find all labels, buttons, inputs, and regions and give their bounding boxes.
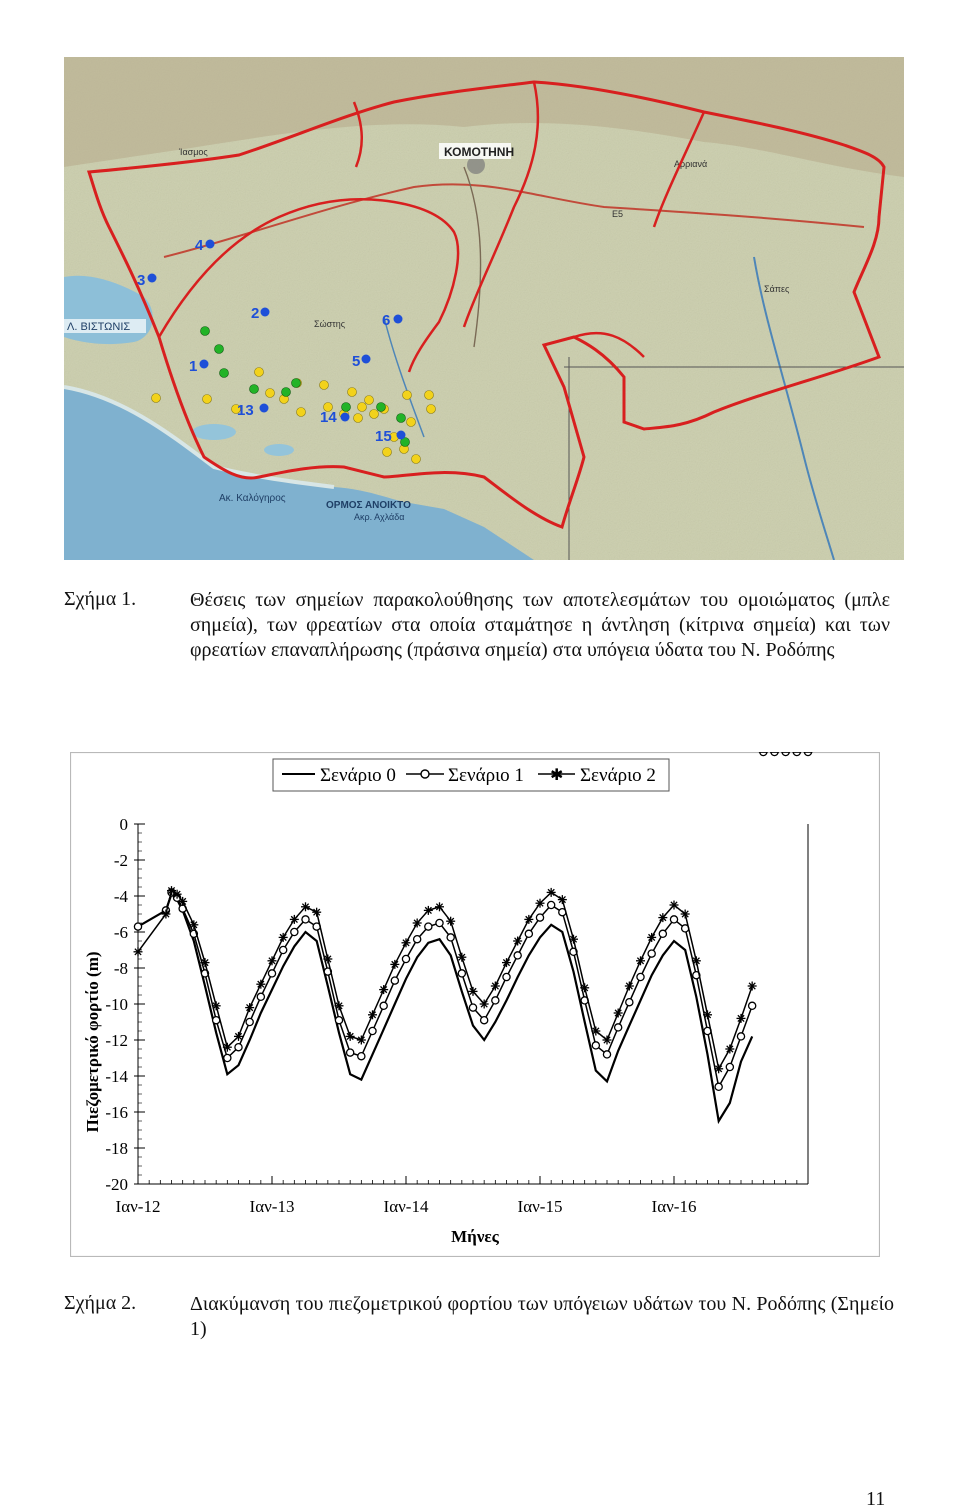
figure1-label: Σχήμα 1.	[64, 588, 137, 610]
y-axis-title: Πιεζομετρικό φορτίο (m)	[83, 951, 102, 1133]
figure1-caption: Θέσεις των σημείων παρακολούθησης των αποτελεσμάτων του ομοιώματος (μπλε σημεία), των φρεατίων στα οποία σταμάτησε η άντληση (κίτρινα σημεία) και των φρεατίων επαναπλήρωσης (πράσινα σημεία) στα υπόγεια ύδατα του Ν. Ροδόπης	[190, 589, 890, 661]
series-1-point	[235, 1044, 242, 1051]
yellow-point	[403, 391, 412, 400]
yellow-point	[354, 414, 363, 423]
series-1-point	[402, 955, 409, 962]
blue-point-label: 6	[382, 312, 391, 329]
town-label: Ίασμος	[179, 147, 208, 157]
series-1-point	[637, 973, 644, 980]
series-1-point	[425, 923, 432, 930]
x-tick-label: Ιαν-16	[651, 1197, 697, 1216]
y-tick-label: -4	[113, 887, 128, 906]
blue-point-label: 14	[320, 409, 337, 426]
yellow-point	[348, 388, 357, 397]
series-1-point	[737, 1033, 744, 1040]
y-tick-label: -20	[105, 1175, 128, 1194]
blue-point	[362, 355, 371, 364]
x-tick-label: Ιαν-14	[383, 1197, 429, 1216]
legend-marker-s1	[421, 770, 429, 778]
series-1-point	[302, 916, 309, 923]
green-point	[220, 369, 229, 378]
series-1-point	[603, 1051, 610, 1058]
green-point	[377, 403, 386, 412]
series-1-point	[224, 1054, 231, 1061]
series-1-point	[380, 1002, 387, 1009]
series-1-point	[715, 1083, 722, 1090]
series-1-point	[246, 1018, 253, 1025]
x-tick-label: Ιαν-13	[249, 1197, 295, 1216]
series-1-point	[481, 1017, 488, 1024]
series-1-point	[447, 934, 454, 941]
figure2-caption: Διακύμανση του πιεζομετρικού φορτίου των υπόγειων υδάτων του Ν. Ροδόπης (Σημείο 1)	[190, 1293, 894, 1340]
piezometric-chart	[70, 752, 880, 1257]
series-1-point	[257, 993, 264, 1000]
yellow-point	[365, 396, 374, 405]
blue-point-label: 15	[375, 428, 392, 445]
series-1-point	[391, 977, 398, 984]
series-1-point	[492, 997, 499, 1004]
blue-point	[206, 240, 215, 249]
series-1-point	[592, 1042, 599, 1049]
town-label: Σάπες	[764, 284, 790, 294]
series-1-point	[503, 973, 510, 980]
city-label: ΚΟΜΟΤΗΝΗ	[444, 145, 515, 159]
series-1-point	[134, 923, 141, 930]
y-tick-label: -12	[105, 1031, 128, 1050]
series-1-point	[469, 1004, 476, 1011]
blue-point	[341, 413, 350, 422]
series-1-point	[548, 901, 555, 908]
yellow-point	[320, 381, 329, 390]
series-1-point	[726, 1063, 733, 1070]
x-tick-label: Ιαν-15	[517, 1197, 563, 1216]
legend-label-s1: Σενάριο 1	[448, 765, 524, 786]
y-tick-label: -8	[113, 959, 128, 978]
blue-point	[260, 404, 269, 413]
y-axis-title-group	[83, 951, 102, 1132]
page-number: 11	[866, 1488, 886, 1510]
figure2-label: Σχήμα 2.	[64, 1292, 137, 1314]
series-1-point	[749, 1002, 756, 1009]
green-point	[397, 414, 406, 423]
green-point	[215, 345, 224, 354]
blue-point	[394, 315, 403, 324]
yellow-point	[152, 394, 161, 403]
yellow-point	[255, 368, 264, 377]
bay-label: ΟΡΜΟΣ ΑΝΟΙΚΤΟ	[326, 500, 411, 511]
series-1-point	[347, 1049, 354, 1056]
series-1-point	[436, 919, 443, 926]
series-1-point	[659, 930, 666, 937]
lake-label: Λ. ΒΙΣΤΩΝΙΣ	[67, 321, 131, 333]
y-tick-label: -10	[105, 995, 128, 1014]
cape2-label: Ακρ. Αχλάδα	[354, 512, 405, 522]
legend	[273, 759, 669, 791]
blue-point	[148, 274, 157, 283]
series-1-point	[626, 999, 633, 1006]
series-1-point	[358, 1053, 365, 1060]
y-tick-label: 0	[119, 815, 128, 834]
series-1-point	[335, 1017, 342, 1024]
blue-point-label: 3	[137, 272, 146, 289]
y-tick-label: -16	[105, 1103, 128, 1122]
green-point	[282, 388, 291, 397]
series-1-point	[369, 1027, 376, 1034]
series-1-point	[458, 970, 465, 977]
x-tick-label: Ιαν-12	[115, 1197, 161, 1216]
lagoon	[264, 444, 294, 456]
blue-point	[261, 308, 270, 317]
yellow-point	[358, 403, 367, 412]
legend-label-s0: Σενάριο 0	[320, 765, 396, 786]
road-e5-label: Ε5	[612, 209, 624, 219]
y-tick-label: -2	[113, 851, 128, 870]
town-label: Σώστης	[314, 319, 346, 329]
yellow-point	[370, 410, 379, 419]
blue-point	[397, 431, 406, 440]
town-label: Αρριανά	[674, 159, 708, 169]
yellow-point	[427, 405, 436, 414]
series-1-point	[414, 936, 421, 943]
blue-point-label: 2	[251, 305, 260, 322]
yellow-point	[203, 395, 212, 404]
green-point	[201, 327, 210, 336]
yellow-point	[412, 455, 421, 464]
blue-point-label: 5	[352, 353, 361, 370]
series-1-point	[525, 930, 532, 937]
green-point	[250, 385, 259, 394]
legend-marker-s2: ✱	[550, 765, 564, 784]
cape-label: Ακ. Καλόγηρος	[219, 493, 286, 504]
series-1-point	[514, 952, 521, 959]
yellow-point	[266, 389, 275, 398]
series-1-point	[536, 914, 543, 921]
rodopi-map	[64, 57, 904, 560]
series-1-point	[615, 1024, 622, 1031]
series-1-point	[291, 928, 298, 935]
x-axis-title: Μήνες	[451, 1227, 499, 1246]
series-1-point	[268, 970, 275, 977]
y-tick-label: -18	[105, 1139, 128, 1158]
legend-label-s2: Σενάριο 2	[580, 765, 656, 786]
blue-point-label: 1	[189, 358, 198, 375]
series-1-point	[280, 946, 287, 953]
blue-point-label: 4	[195, 237, 204, 254]
yellow-point	[425, 391, 434, 400]
y-tick-label: -6	[113, 923, 128, 942]
blue-point	[200, 360, 209, 369]
y-tick-label: -14	[105, 1067, 128, 1086]
green-point	[342, 403, 351, 412]
yellow-point	[407, 418, 416, 427]
yellow-point	[297, 408, 306, 417]
green-point	[292, 379, 301, 388]
series-1-point	[648, 950, 655, 957]
lagoon	[192, 424, 236, 440]
series-1-point	[670, 916, 677, 923]
yellow-point	[383, 448, 392, 457]
blue-point-label: 13	[237, 402, 254, 419]
